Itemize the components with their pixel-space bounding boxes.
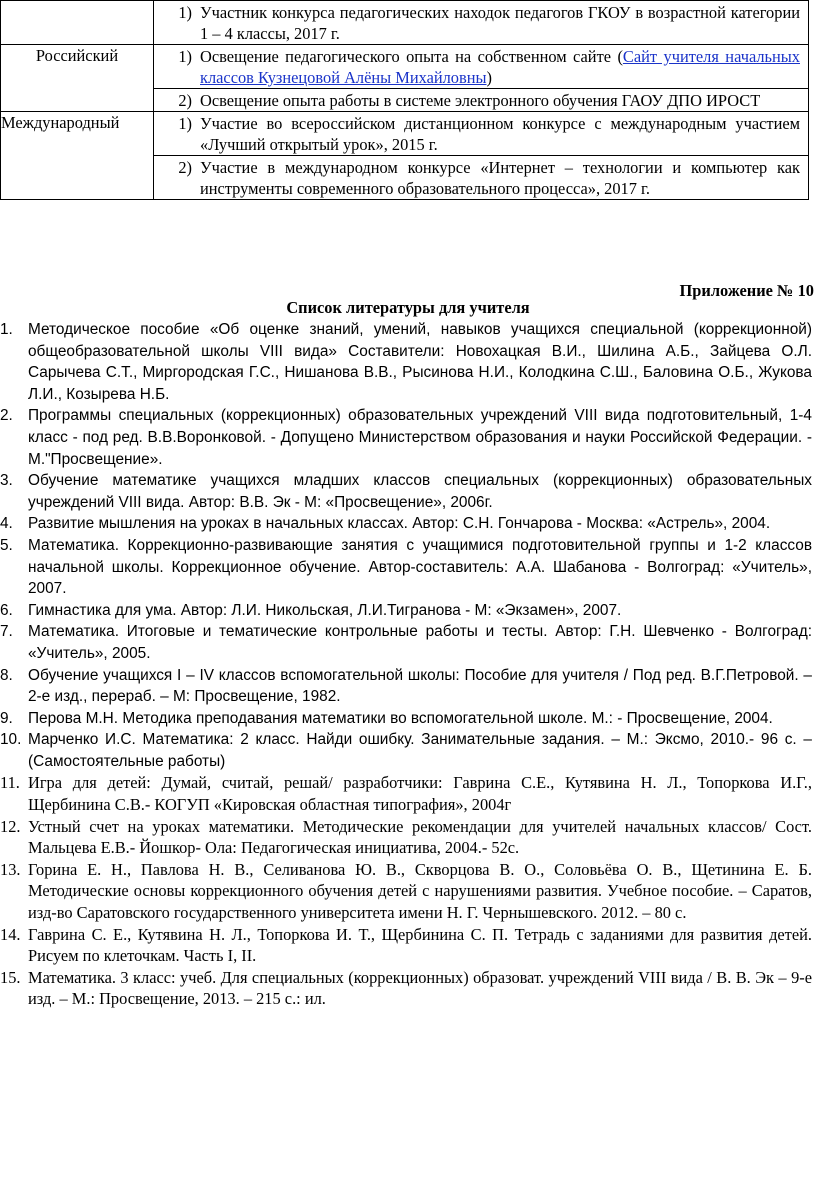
- reference-item: [0, 470, 812, 513]
- reference-item: [0, 967, 812, 1010]
- reference-item: [0, 600, 812, 622]
- reference-text: Математика. Итоговые и тематические контрольные работы и тесты. Автор: Г.Н. Шевченко - Волгоград: «Учитель», 2005.: [28, 623, 812, 662]
- appendix-label: Приложение № 10: [679, 281, 814, 300]
- item-text-after: ): [486, 68, 492, 87]
- reference-text: Обучение математике учащихся младших классов специальных (коррекционных) образовательных учреждений VIII вида. Автор: В.В. Эк - М: «Просвещение», 2006г.: [28, 472, 812, 511]
- item-text: Участие в международном конкурсе «Интернет – технологии и компьютер как инструменты современного образовательного процесса», 2017 г.: [200, 158, 800, 198]
- reference-text: Методическое пособие «Об оценке знаний, умений, навыков учащихся специальной (коррекционной) общеобразовательной школы VIII вида» Составители: Новохацкая В.И., Шилина А.Б., Зайцева О.Л. Сарычева С.Т., Миргородская Г.С., Нишанова В.В., Рысинова Н.И., Колодкина С.Ш., Баловина О.Б., Жукова Л.И., Козырева Н.Б.: [28, 321, 812, 403]
- list-item: [154, 112, 808, 155]
- reference-number: 7.: [0, 623, 13, 641]
- references-title: Список литературы для учителя: [286, 298, 530, 317]
- item-text: Освещение опыта работы в системе электронного обучения ГАОУ ДПО ИРОСТ: [200, 91, 761, 110]
- item-number: 2): [178, 91, 192, 110]
- reference-number: 11.: [0, 773, 20, 793]
- item-text: Участие во всероссийском дистанционном конкурсе с международным участием «Лучший открытый урок», 2015 г.: [200, 114, 800, 154]
- reference-number: 6.: [0, 601, 13, 619]
- table-row: [1, 45, 809, 89]
- item-number: 1): [178, 47, 192, 66]
- reference-number: 4.: [0, 515, 13, 533]
- items-cell: [154, 112, 809, 156]
- reference-text: Математика. Коррекционно-развивающие занятия с учащимися подготовительной группы и 1-2 классов начальной школы. Коррекционное обучение. Автор-составитель: А.А. Шабанова - Волгоград: «Учитель», 2007.: [28, 536, 812, 598]
- reference-text: Гаврина С. Е., Кутявина Н. Л., Топоркова И. Т., Щербинина С. П. Тетрадь с заданиями для развития детей. Рисуем по клеточкам. Часть I, II.: [28, 924, 812, 966]
- reference-text: Марченко И.С. Математика: 2 класс. Найди ошибку. Занимательные задания. – М.: Эксмо, 2010.- 96 с. – (Самостоятельные работы): [28, 731, 812, 770]
- reference-item: [0, 924, 812, 967]
- reference-text: Гимнастика для ума. Автор: Л.И. Никольская, Л.И.Тигранова - М: «Экзамен», 2007.: [28, 601, 622, 619]
- reference-text: Развитие мышления на уроках в начальных классах. Автор: С.Н. Гончарова - Москва: «Астрель», 2004.: [28, 515, 771, 533]
- reference-item: [0, 708, 812, 730]
- reference-item: [0, 513, 812, 535]
- list-item: [154, 1, 808, 44]
- reference-text: Перова М.Н. Методика преподавания математики во вспомогательной школе. М.: - Просвещение, 2004.: [28, 709, 773, 727]
- list-item: [154, 156, 808, 199]
- list-item: [154, 89, 808, 111]
- item-number: 1): [178, 3, 192, 22]
- reference-number: 12.: [0, 816, 21, 836]
- reference-number: 3.: [0, 472, 13, 490]
- list-item: [154, 45, 808, 88]
- reference-text: Горина Е. Н., Павлова Н. В., Селиванова Ю. В., Скворцова В. О., Соловьёва О. В., Щетинина Е. Б. Методические основы коррекционного обучения детей с нарушениями развития. Учебное пособие. – Саратов, изд-во Саратовского государственного университета имени Н. Г. Чернышевского. 2012. – 80 с.: [28, 859, 812, 923]
- level-cell: [1, 1, 154, 45]
- items-cell: [154, 1, 809, 45]
- reference-item: [0, 772, 812, 815]
- reference-item: [0, 405, 812, 470]
- table-row: [1, 1, 809, 45]
- reference-item: [0, 621, 812, 664]
- item-text: [200, 46, 800, 88]
- item-text: Участник конкурса педагогических находок педагогов ГКОУ в возрастной категории 1 – 4 классы, 2017 г.: [200, 3, 800, 43]
- reference-number: 14.: [0, 924, 21, 944]
- teacher-site-link[interactable]: Сайт учителя начальных классов Кузнецовой Алёны Михайловны: [200, 47, 800, 87]
- reference-number: 5.: [0, 536, 13, 554]
- items-cell: [154, 89, 809, 112]
- reference-item: [0, 859, 812, 924]
- level-cell: Российский: [1, 45, 154, 112]
- reference-number: 1.: [0, 321, 13, 338]
- reference-item: [0, 816, 812, 859]
- reference-number: 13.: [0, 859, 21, 879]
- reference-number: 15.: [0, 967, 21, 987]
- items-cell: [154, 45, 809, 89]
- level-cell: Международный: [1, 112, 154, 200]
- reference-text: Обучение учащихся I – IV классов вспомогательной школы: Пособие для учителя / Под ред. В.Г.Петровой. – 2-е изд., перераб. – М: Просвещение, 1982.: [28, 666, 812, 706]
- achievements-table: [0, 0, 809, 200]
- reference-number: 2.: [0, 407, 13, 425]
- reference-text: Устный счет на уроках математики. Методические рекомендации для учителей начальных классов/ Сост. Мальцева Е.В.- Йошкор- Ола: Педагогическая инициатива, 2004.- 52с.: [28, 816, 812, 858]
- reference-number: 8.: [0, 666, 13, 684]
- references-list: [0, 319, 812, 1010]
- reference-item: [0, 535, 812, 600]
- item-text-before: Освещение педагогического опыта на собственном сайте (: [200, 47, 623, 66]
- item-number: 1): [178, 114, 192, 133]
- reference-item: [0, 729, 812, 772]
- reference-number: 10.: [0, 731, 22, 749]
- reference-item: [0, 319, 812, 405]
- reference-number: 9.: [0, 709, 13, 727]
- reference-text: Игра для детей: Думай, считай, решай/ разработчики: Гаврина С.Е., Кутявина Н. Л., Топоркова И.Г., Щербинина С.В.- КОГУП «Кировская областная типография», 2004г: [28, 773, 812, 815]
- reference-item: [0, 665, 812, 708]
- reference-text: Программы специальных (коррекционных) образовательных учреждений VIII вида подготовительный, 1-4 класс - под ред. В.В.Воронковой. - Допущено Министерством образования и науки Российской Федерации. - М."Просвещение».: [28, 407, 812, 468]
- item-number: 2): [178, 158, 192, 177]
- items-cell: [154, 156, 809, 200]
- reference-text: Математика. 3 класс: учеб. Для специальных (коррекционных) образоват. учреждений VIII вида / В. В. Эк – 9-е изд. – М.: Просвещение, 2013. – 215 с.: ил.: [28, 967, 812, 1009]
- table-row: [1, 112, 809, 156]
